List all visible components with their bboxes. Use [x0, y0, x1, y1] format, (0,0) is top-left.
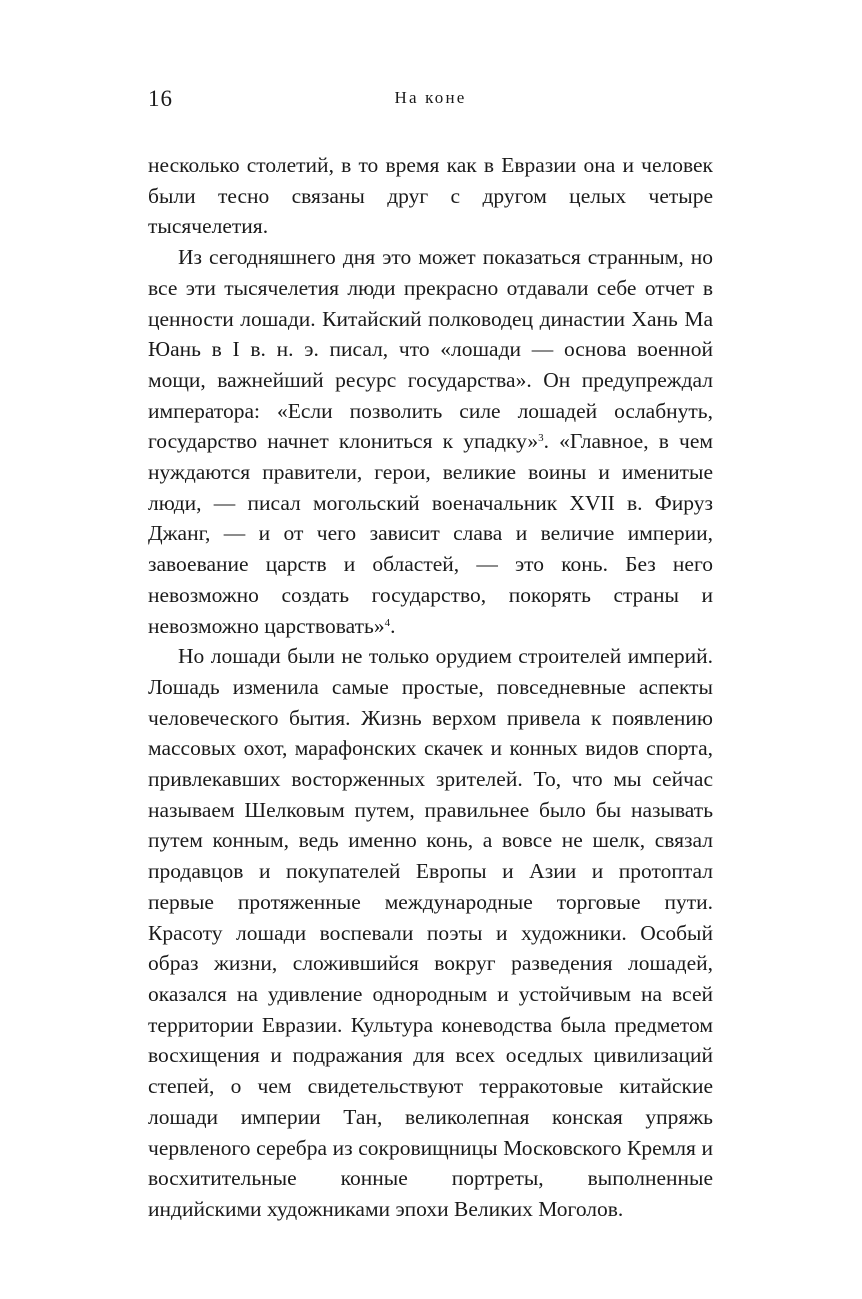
footnote-marker[interactable]: 4	[384, 616, 391, 629]
paragraph-2-text-b: . «Главное, в чем нуждаются правители, герои, великие воины и именитые люди, — писал могольский военачальник XVII в. Фируз Джанг, — и от чего зависит слава и величие империи, завоевание царств и областей, — это конь. Без него невозможно создать государство, покорять страны и невозможно царствовать»	[148, 429, 713, 638]
paragraph-2	[148, 242, 713, 641]
paragraph-1	[148, 150, 713, 242]
paragraph-2-text-c: .	[390, 613, 396, 638]
paragraph-2-text-a: Из сегодняшнего дня это может показаться странным, но все эти тысячелетия люди прекрасно отдавали себе отчет в ценности лошади. Китайский полководец династии Хань Ма Юань в I в. н. э. писал, что «лошади — основа военной мощи, важнейший ресурс государства». Он предупреждал императора: «Если позволить силе лошадей ослабнуть, государство начнет клониться к упадку»	[148, 245, 713, 454]
footnote-marker[interactable]: 3	[538, 432, 544, 445]
running-title: На коне	[394, 88, 467, 107]
paragraph-3-text: Но лошади были не только орудием строителей империй. Лошадь изменила самые простые, повседневные аспекты человеческого бытия. Жизнь верхом привела к появлению массовых охот, марафонских скачек и конных видов спорта, привлекавших восторженных зрителей. То, что мы сейчас называем Шелковым путем, правильнее было бы называть путем конным, ведь именно конь, а вовсе не шелк, связал продавцов и покупателей Европы и Азии и протоптал первые протяженные международные торговые пути. Красоту лошади воспевали поэты и художники. Особый образ жизни, сложившийся вокруг разведения лошадей, оказался на удивление однородным и устойчивым на всей территории Евразии. Культура коневодства была предметом восхищения и подражания для всех оседлых цивилизаций степей, о чем свидетельствуют терракотовые китайские лошади империи Тан, великолепная конская упряжь червленого серебра из сокровищницы Московского Кремля и восхитительные конные портреты, выполненные индийскими художниками эпохи Великих Моголов.	[148, 644, 713, 1221]
page-header	[148, 86, 713, 114]
paragraph-1-text: несколько столетий, в то время как в Евразии она и человек были тесно связаны друг с другом целых четыре тысячелетия.	[148, 153, 713, 239]
body-text	[148, 150, 713, 1225]
page-number: 16	[148, 86, 173, 111]
paragraph-3	[148, 641, 713, 1224]
